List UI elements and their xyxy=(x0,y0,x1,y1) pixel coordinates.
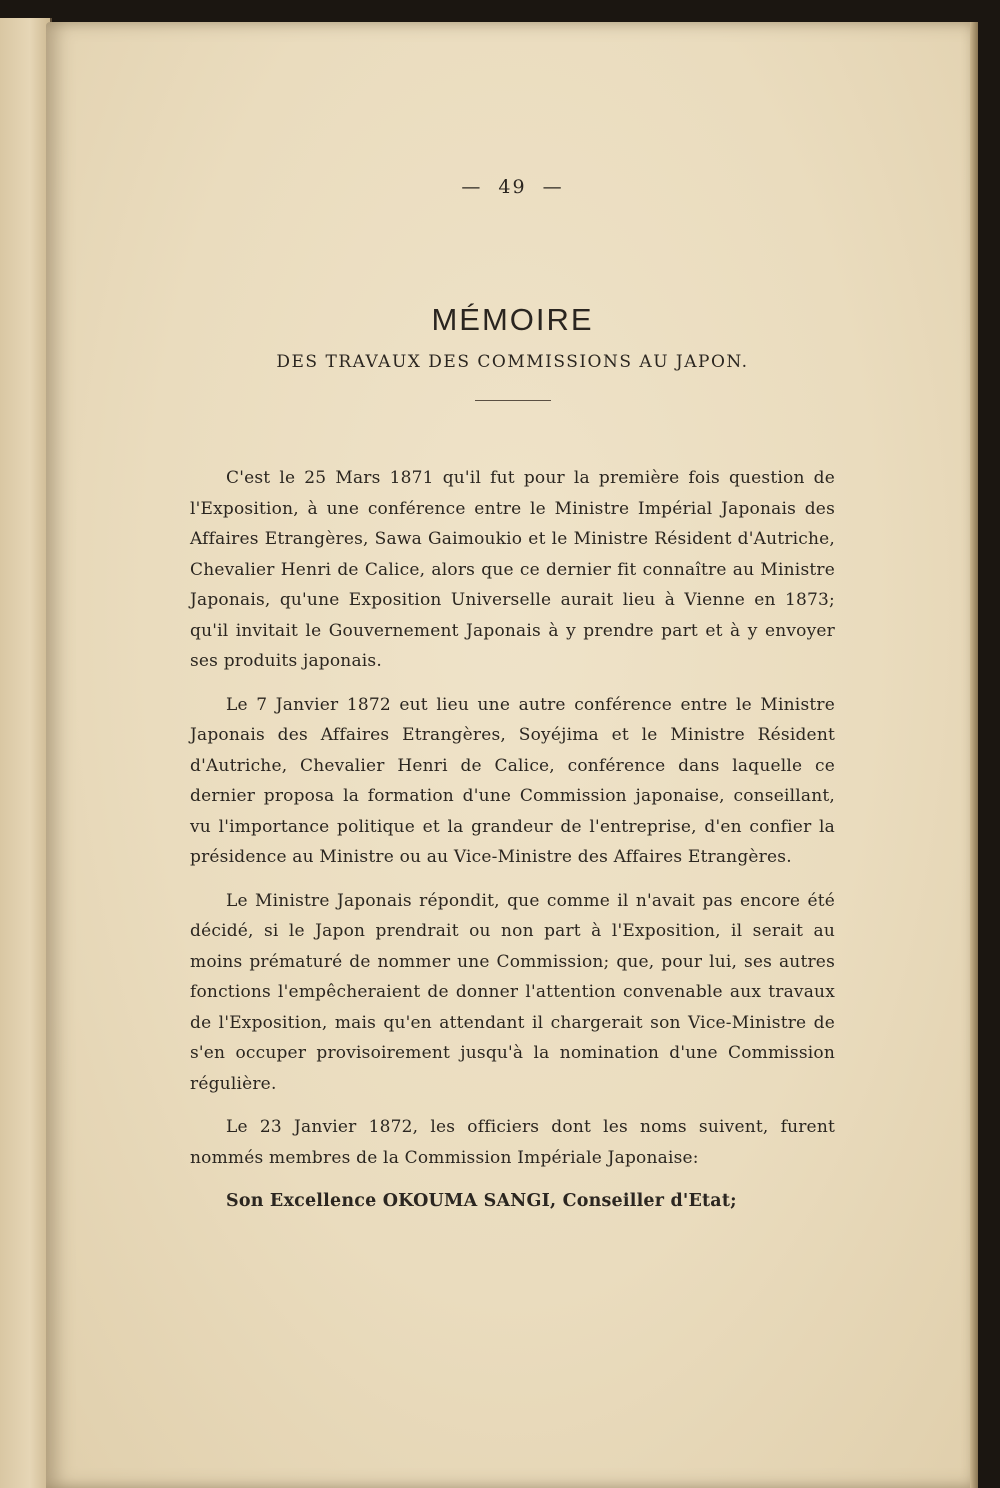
body-text xyxy=(190,463,835,1216)
paragraph-2: Le 7 Janvier 1872 eut lieu une autre conférence entre le Ministre Japonais des Affaires Etrangères, Soyéjima et le Ministre Résident d'Autriche, Chevalier Henri de Calice, conférence dans laquelle ce dernier proposa la formation d'une Commission japonaise, conseillant, vu l'importance politique et la grandeur de l'entreprise, d'en confier la présidence au Ministre ou au Vice-Ministre des Affaires Etrangères. xyxy=(190,694,835,867)
paragraph-3: Le Ministre Japonais répondit, que comme il n'avait pas encore été décidé, si le Japon prendrait ou non part à l'Exposition, il serait au moins prématuré de nommer une Commission; que, pour lui, ses autres fonctions l'empêcheraient de donner l'attention convenable aux travaux de l'Exposition, mais qu'en attendant il chargerait son Vice-Ministre de s'en occuper provisoirement jusqu'à la nomination d'une Commission régulière. xyxy=(190,890,835,1094)
previous-page-edge xyxy=(0,18,52,1488)
paragraph-4: Le 23 Janvier 1872, les officiers dont les noms suivent, furent nommés membres de la Commission Impériale Japonaise: xyxy=(190,1117,835,1168)
page-number: — 49 — xyxy=(461,176,564,198)
paragraph-1: C'est le 25 Mars 1871 qu'il fut pour la première fois question de l'Exposition, à une conférence entre le Ministre Impérial Japonais des Affaires Etrangères, Sawa Gaimoukio et le Ministre Résident d'Autriche, Chevalier Henri de Calice, alors que ce dernier fit connaître au Ministre Japonais, qu'une Exposition Universelle aurait lieu à Vienne en 1873; qu'il invitait le Gouvernement Japonais à y prendre part et à y envoyer ses produits japonais. xyxy=(190,468,835,671)
page-content xyxy=(190,170,835,1216)
page-right-edge xyxy=(970,22,978,1488)
title-divider xyxy=(475,400,551,401)
member-entry: Son Excellence OKOUMA SANGI, Conseiller d'Etat; xyxy=(226,1191,737,1211)
page-subtitle: DES TRAVAUX DES COMMISSIONS AU JAPON. xyxy=(276,352,749,372)
page-title: MÉMOIRE xyxy=(431,302,594,337)
